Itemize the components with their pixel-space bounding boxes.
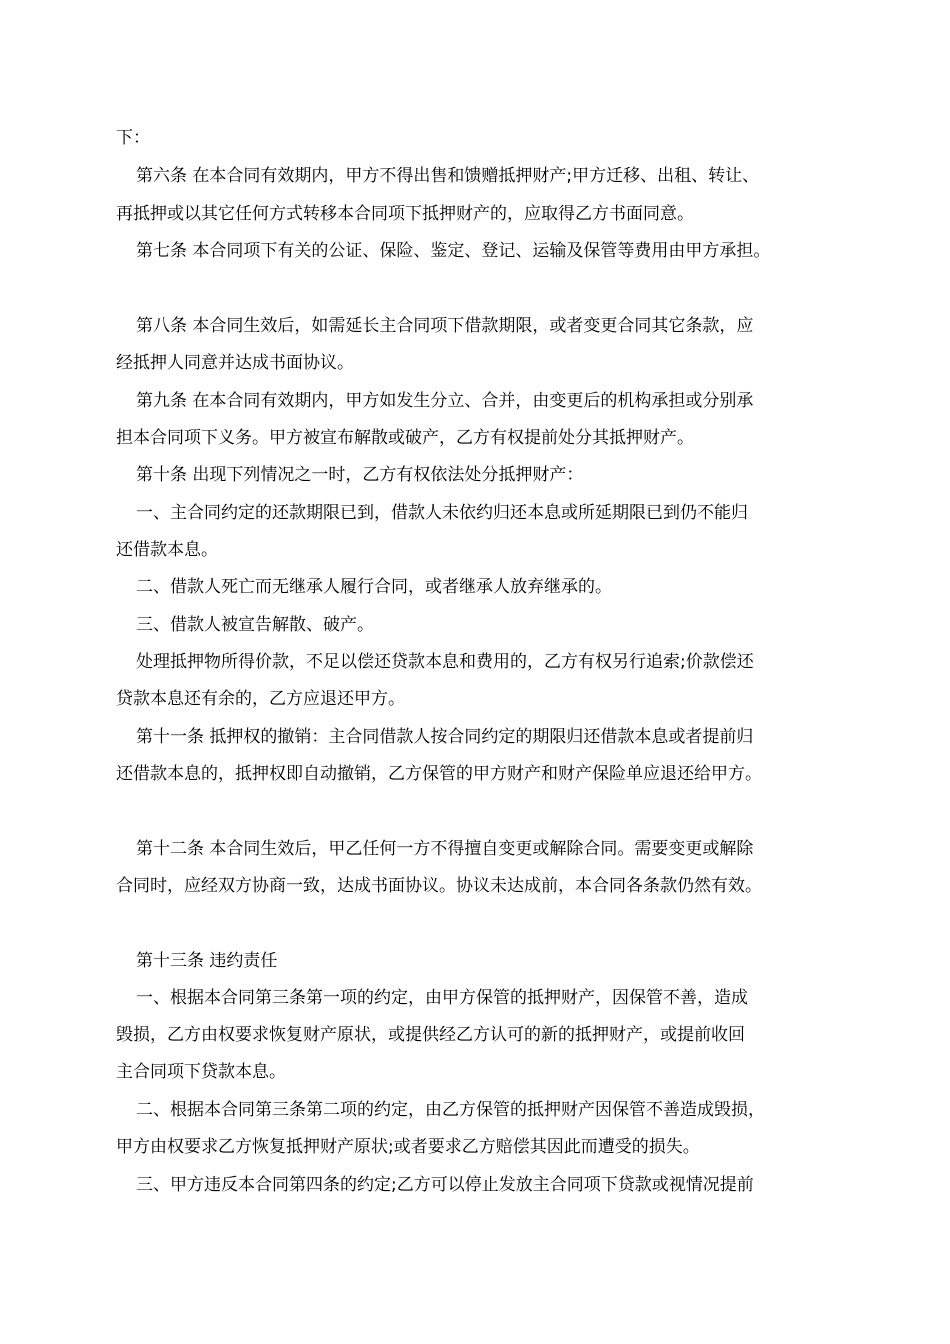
item-1-line-1: 一、主合同约定的还款期限已到，借款人未依约归还本息或所延期限已到仍不能归 — [136, 503, 748, 523]
disposal-line-1: 处理抵押物所得价款，不足以偿还贷款本息和费用的，乙方有权另行追索;价款偿还 — [136, 652, 754, 672]
item-2-line-1: 二、借款人死亡而无继承人履行合同，或者继承人放弃继承的。 — [136, 577, 612, 597]
article-8-line-1: 第八条 本合同生效后，如需延长主合同项下借款期限，或者变更合同其它条款，应 — [136, 316, 754, 336]
article-10-line-1: 第十条 出现下列情况之一时，乙方有权依法处分抵押财产： — [136, 465, 584, 485]
article-11-line-1: 第十一条 抵押权的撤销：主合同借款人按合同约定的期限归还借款本息或者提前归 — [136, 727, 754, 747]
article-9-line-1: 第九条 在本合同有效期内，甲方如发生分立、合并，由变更后的机构承担或分别承 — [136, 391, 754, 411]
breach-2-line-1: 二、根据本合同第三条第二项的约定，由乙方保管的抵押财产因保管不善造成毁损， — [136, 1100, 765, 1120]
article-6-line-1: 第六条 在本合同有效期内，甲方不得出售和馈赠抵押财产;甲方迁移、出租、转让、 — [136, 166, 760, 186]
breach-1-line-3: 主合同项下贷款本息。 — [116, 1062, 286, 1082]
breach-2-line-2: 甲方由权要求乙方恢复抵押财产原状;或者要求乙方赔偿其因此而遭受的损失。 — [116, 1137, 700, 1157]
article-13-heading: 第十三条 违约责任 — [136, 951, 278, 971]
article-11-line-2: 还借款本息的，抵押权即自动撤销，乙方保管的甲方财产和财产保险单应退还给甲方。 — [116, 764, 762, 784]
breach-1-line-2: 毁损，乙方由权要求恢复财产原状，或提供经乙方认可的新的抵押财产，或提前收回 — [116, 1025, 745, 1045]
article-12-line-1: 第十二条 本合同生效后，甲乙任何一方不得擅自变更或解除合同。需要变更或解除 — [136, 839, 754, 859]
item-1-line-2: 还借款本息。 — [116, 540, 218, 560]
breach-1-line-1: 一、根据本合同第三条第一项的约定，由甲方保管的抵押财产，因保管不善，造成 — [136, 988, 748, 1008]
article-7-line-1: 第七条 本合同项下有关的公证、保险、鉴定、登记、运输及保管等费用由甲方承担。 — [136, 241, 771, 261]
breach-3-line-1: 三、甲方违反本合同第四条的约定;乙方可以停止发放主合同项下贷款或视情况提前 — [136, 1175, 754, 1195]
text-line: 下： — [116, 128, 150, 148]
article-8-line-2: 经抵押人同意并达成书面协议。 — [116, 353, 354, 373]
article-6-line-2: 再抵押或以其它任何方式转移本合同项下抵押财产的，应取得乙方书面同意。 — [116, 204, 694, 224]
article-12-line-2: 合同时，应经双方协商一致，达成书面协议。协议未达成前，本合同各条款仍然有效。 — [116, 876, 762, 896]
article-9-line-2: 担本合同项下义务。甲方被宣布解散或破产，乙方有权提前处分其抵押财产。 — [116, 428, 694, 448]
item-3-line-1: 三、借款人被宣告解散、破产。 — [136, 615, 374, 635]
disposal-line-2: 贷款本息还有余的，乙方应退还甲方。 — [116, 689, 405, 709]
